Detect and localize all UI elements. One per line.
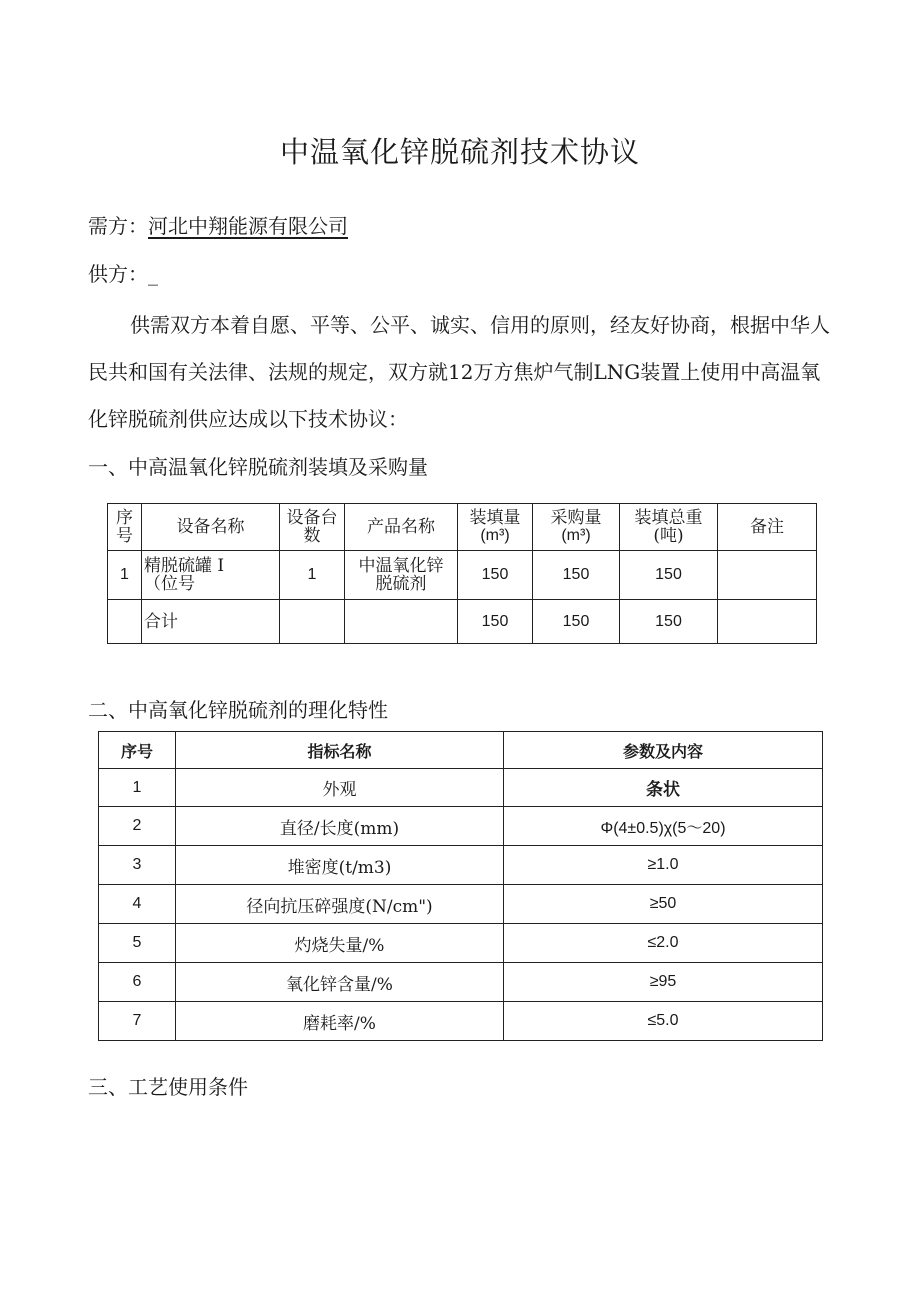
header-equipment: 设备名称 — [142, 504, 280, 551]
sum-count — [280, 600, 345, 644]
header-purchase: 采购量 (m³) — [533, 504, 620, 551]
row-value: ≥95 — [504, 963, 823, 1002]
header-no: 序号 — [99, 732, 176, 769]
buyer-value: 河北中翔能源有限公司 — [148, 214, 348, 238]
fill-purchase-table — [107, 503, 817, 644]
row-no: 2 — [99, 807, 176, 846]
row1-remark — [718, 551, 817, 600]
table-sum-row — [108, 600, 817, 644]
row-no: 3 — [99, 846, 176, 885]
buyer-label: 需方： — [88, 214, 148, 238]
header-no: 序 号 — [108, 504, 142, 551]
row1-no: 1 — [108, 551, 142, 600]
row-no: 6 — [99, 963, 176, 1002]
sum-purchase: 150 — [533, 600, 620, 644]
table-row — [99, 924, 823, 963]
row1-count: 1 — [280, 551, 345, 600]
row-value: ≥1.0 — [504, 846, 823, 885]
row-name: 外观 — [176, 769, 504, 807]
section2-heading: 二、中高氧化锌脱硫剂的理化特性 — [88, 698, 388, 722]
table-row — [99, 1002, 823, 1041]
intro-line-2: 民共和国有关法律、法规的规定，双方就12万方焦炉气制LNG装置上使用中高温氧 — [88, 360, 821, 384]
row-no: 7 — [99, 1002, 176, 1041]
row-no: 1 — [99, 769, 176, 807]
section3-heading: 三、工艺使用条件 — [88, 1075, 248, 1099]
properties-table — [98, 731, 823, 1041]
header-count: 设备台 数 — [280, 504, 345, 551]
sum-total: 150 — [620, 600, 718, 644]
sum-no — [108, 600, 142, 644]
header-remark: 备注 — [718, 504, 817, 551]
row-no: 5 — [99, 924, 176, 963]
header-value: 参数及内容 — [504, 732, 823, 769]
sum-remark — [718, 600, 817, 644]
document-title: 中温氧化锌脱硫剂技术协议 — [279, 135, 640, 169]
row-value: ≥50 — [504, 885, 823, 924]
table-row — [99, 807, 823, 846]
row1-product: 中温氧化锌 脱硫剂 — [345, 551, 458, 600]
header-total: 装填总重 (吨) — [620, 504, 718, 551]
header-product: 产品名称 — [345, 504, 458, 551]
row1-equipment: 精脱硫罐 I （位号 — [142, 551, 280, 600]
intro-line-3: 化锌脱硫剂供应达成以下技术协议： — [88, 407, 408, 431]
sum-label: 合计 — [142, 600, 280, 644]
row-value: Φ(4±0.5)χ(5～20) — [504, 807, 823, 846]
table-row — [99, 846, 823, 885]
row-value: ≤2.0 — [504, 924, 823, 963]
table-row — [108, 551, 817, 600]
row-value: ≤5.0 — [504, 1002, 823, 1041]
table-row — [99, 769, 823, 807]
row-name: 氧化锌含量/% — [176, 963, 504, 1002]
sum-product — [345, 600, 458, 644]
header-fill: 装填量 (m³) — [458, 504, 533, 551]
supplier-label: 供方： — [88, 262, 148, 286]
buyer-line — [88, 210, 348, 239]
table-row — [99, 885, 823, 924]
sum-fill: 150 — [458, 600, 533, 644]
header-name: 指标名称 — [176, 732, 504, 769]
row-name: 堆密度(t∕m3) — [176, 846, 504, 885]
row-no: 4 — [99, 885, 176, 924]
section1-heading: 一、中高温氧化锌脱硫剂装填及采购量 — [88, 455, 428, 479]
row1-purchase: 150 — [533, 551, 620, 600]
row-name: 直径/长度(mm) — [176, 807, 504, 846]
row-value: 条状 — [504, 769, 823, 807]
table-header-row — [108, 504, 817, 551]
row-name: 灼烧失量/% — [176, 924, 504, 963]
properties-header-row — [99, 732, 823, 769]
row-name: 磨耗率/% — [176, 1002, 504, 1041]
supplier-value: _ — [148, 262, 158, 286]
row1-fill: 150 — [458, 551, 533, 600]
row-name: 径向抗压碎强度(N∕cm") — [176, 885, 504, 924]
table-row — [99, 963, 823, 1002]
supplier-line — [88, 258, 158, 287]
intro-line-1: 供需双方本着自愿、平等、公平、诚实、信用的原则，经友好协商，根据中华人 — [130, 313, 830, 337]
row1-total: 150 — [620, 551, 718, 600]
